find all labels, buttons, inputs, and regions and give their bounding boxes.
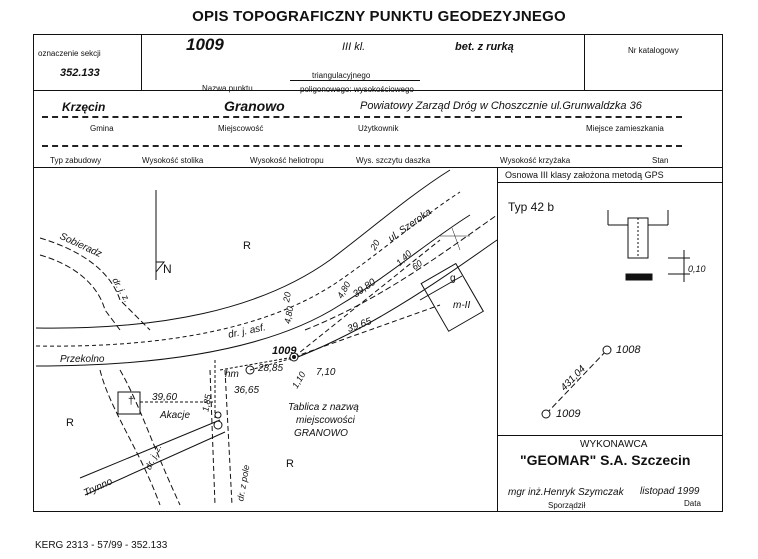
north-label: N	[163, 262, 172, 276]
depth-dimension: 0,10	[688, 264, 706, 274]
building-label-g: g	[450, 273, 456, 284]
label-pole: dr. z pole	[235, 464, 252, 502]
sign-label-1: Tablica z nazwą	[288, 402, 359, 413]
dist-8: 1,85	[200, 393, 214, 413]
region-r2: R	[66, 417, 74, 429]
point-class: III kl.	[342, 41, 366, 53]
dist-7: 1,10	[290, 369, 308, 391]
label-drjasf: dr. j. asf.	[227, 322, 267, 341]
label-trynno: Trynno	[82, 476, 115, 499]
locality-label: Miejscowość	[218, 124, 264, 133]
point-number: 1009	[186, 35, 224, 54]
gmina-label: Gmina	[90, 124, 114, 133]
document-title: OPIS TOPOGRAFICZNY PUNKTU GEODEZYJNEGO	[192, 8, 566, 25]
row3-label-2: Wysokość stolika	[142, 156, 204, 165]
dist-5: 39,60	[152, 392, 178, 403]
region-r3: R	[286, 458, 294, 470]
section-value: 352.133	[60, 67, 100, 79]
dist-3: 28,85	[258, 363, 284, 374]
row3-label-4: Wys. szczytu daszka	[356, 156, 431, 165]
sobieradz-road-2	[40, 255, 120, 330]
field-road-2	[225, 370, 232, 505]
residence-label: Miejsce zamieszkania	[586, 124, 664, 133]
footer-reference: KERG 2313 - 57/99 - 352.133	[35, 540, 168, 551]
user-value: Powiatowy Zarząd Dróg w Choszcznie ul.Grunwaldzka 36	[360, 100, 642, 112]
gmina-value: Krzęcin	[62, 100, 106, 114]
label-point: 1009	[272, 345, 297, 357]
user-label: Użytkownik	[358, 124, 399, 133]
dist-4: 36,65	[234, 385, 260, 396]
dist-1: 39,80	[351, 276, 378, 301]
label-szeroka: ul. Szeroka	[386, 206, 434, 245]
dist-14: 20	[281, 291, 293, 303]
date-label: Data	[684, 499, 701, 508]
locality-value: Granowo	[224, 98, 285, 114]
row3-label-1: Typ zabudowy	[50, 156, 102, 165]
tree-1	[214, 421, 222, 429]
contractor-name: "GEOMAR" S.A. Szczecin	[520, 452, 691, 468]
label-drjz-2: dr. j. z.	[143, 442, 164, 472]
type-top: triangulacyjnego	[312, 71, 371, 80]
point-name-label: Nazwa punktu	[202, 84, 253, 93]
field-road-1	[210, 370, 215, 505]
author-label: Sporządził	[548, 501, 586, 510]
label-przekolno: Przekolno	[60, 354, 105, 365]
road-edge-bottom	[36, 215, 470, 366]
row3-label-5: Wysokość krzyżaka	[500, 156, 571, 165]
region-r1: R	[243, 240, 251, 252]
tree-2	[215, 412, 221, 418]
dist-13: 60	[410, 258, 424, 272]
marker-type: bet. z rurką	[455, 41, 514, 53]
sign-post-glyph: †	[128, 395, 135, 407]
building-label-m: m-II	[453, 300, 471, 311]
dist-12: 20	[368, 238, 382, 252]
type-bottom: poligonowego: wysokościowego	[300, 85, 414, 94]
osnowa-heading: Osnowa III klasy założona metodą GPS	[505, 170, 664, 180]
dist-11: 1,40	[394, 248, 414, 268]
point-1008-label: 1008	[616, 344, 641, 356]
label-akacje: Akacje	[160, 410, 191, 421]
dist-10: 4,80	[335, 279, 353, 301]
traverse-distance: 431,04	[558, 363, 588, 394]
sign-label-3: GRANOWO	[294, 428, 348, 439]
sign-label-2: miejscowości	[296, 415, 355, 426]
dist-6: 7,10	[316, 367, 336, 378]
label-drjz-1: dr. j. z.	[110, 275, 133, 305]
row3-label-3: Wysokość heliotropu	[250, 156, 324, 165]
document-date: listopad 1999	[640, 486, 700, 497]
dist-9: 4,80	[282, 305, 296, 325]
point-1009-marker	[542, 410, 550, 418]
underground-plate	[626, 274, 652, 280]
label-sobieradz: Sobieradz	[57, 230, 104, 261]
point-1008-marker	[603, 346, 611, 354]
marker-type-label: Typ 42 b	[508, 200, 555, 214]
label-hm: hm	[225, 369, 239, 380]
author-name: mgr inż.Henryk Szymczak	[508, 487, 624, 498]
catalog-label: Nr katalogowy	[628, 46, 679, 55]
dist-2: 39,65	[345, 316, 374, 335]
point-1009-label: 1009	[556, 408, 581, 420]
row3-label-6: Stan	[652, 156, 669, 165]
section-label: oznaczenie sekcji	[38, 49, 101, 58]
tick-2	[452, 228, 460, 250]
contractor-label: WYKONAWCA	[580, 439, 648, 450]
